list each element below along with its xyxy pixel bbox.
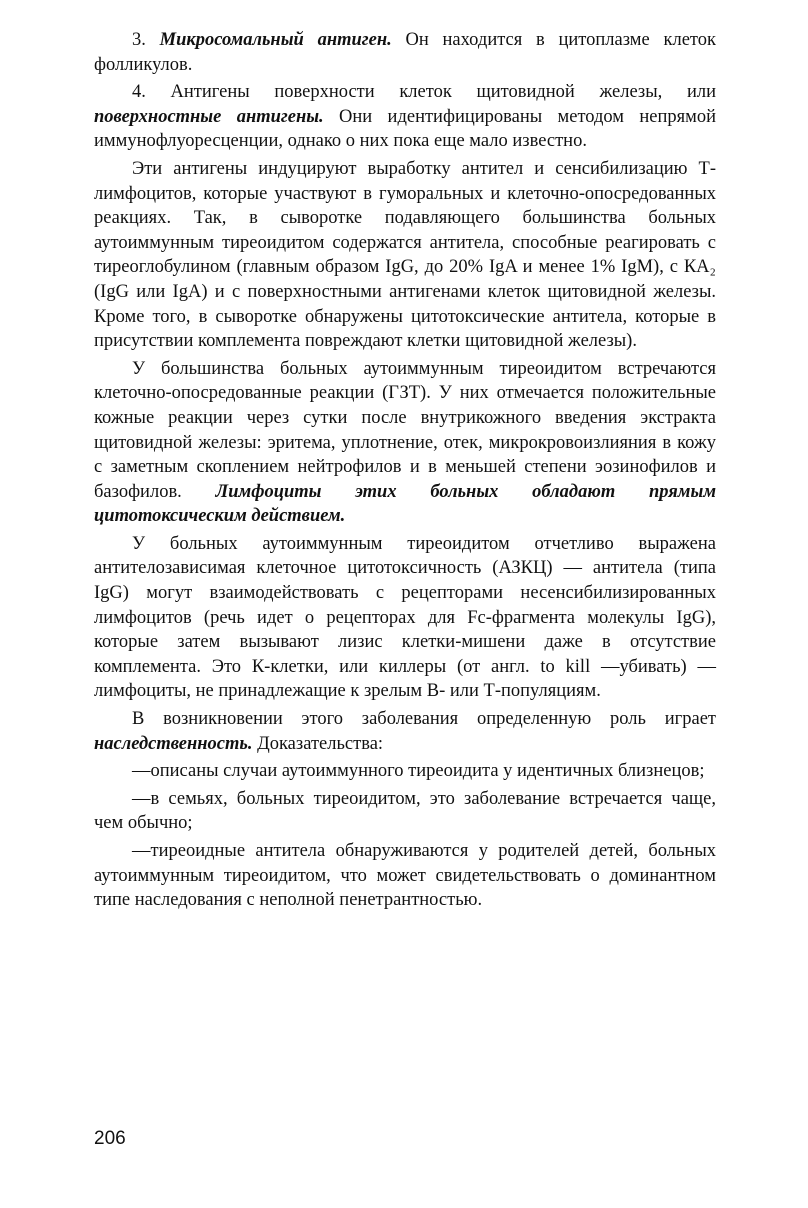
- text-run: Он находится в цитоплазме клеток фолликулов.: [94, 30, 716, 75]
- text-run: У больных аутоиммунным тиреоидитом отчетливо выражена антителозависимая клеточное цитотоксичность (АЗКЦ) — антитела (типа IgG) могут взаимодействовать с рецепторами несенсибилизированных лимфоцитов (речь идет о рецепторах для Fc-фрагмента молекулы IgG), которые затем вызывают лизис клетки-мишени даже в отсутствие комплемента. Это К-клетки, или киллеры (от англ. to kill —убивать) —лимфоциты, не принадлежащие к зрелым В- или Т-популяциям.: [94, 533, 716, 702]
- text-run: —в семьях, больных тиреоидитом, это заболевание встречается чаще, чем обычно;: [94, 788, 716, 834]
- paragraph-antibody-induction: [94, 157, 716, 354]
- term-cytotoxic-lymphocytes: Лимфоциты этих больных обладают прямым цитотоксическим действием.: [94, 481, 716, 527]
- text-run: —тиреоидные антитела обнаруживаются у родителей детей, больных аутоиммунным тиреоидитом, что может свидетельствовать о доминантном типе наследования с неполной пенетрантностью.: [94, 841, 716, 911]
- book-page: [94, 28, 716, 916]
- paragraph-cell-mediated-reactions: [94, 357, 716, 529]
- text-run: Они идентифицированы методом непрямой иммунофлуоресценции, однако о них пока еще мало известно.: [94, 106, 716, 152]
- evidence-list-item: [94, 839, 716, 913]
- text-run: 3.: [132, 30, 160, 50]
- page-number: 206: [94, 1128, 126, 1149]
- text-run: 4. Антигены поверхности клеток щитовидной железы, или: [132, 82, 716, 103]
- evidence-list-item: [94, 759, 716, 784]
- text-run: В возникновении этого заболевания определенную роль играет: [132, 709, 716, 730]
- paragraph-heredity: [94, 707, 716, 756]
- evidence-list-item: [94, 787, 716, 836]
- paragraph-surface-antigens: [94, 80, 716, 154]
- text-run: У большинства больных аутоиммунным тиреоидитом встречаются клеточно-опосредованные реакции (ГЗТ). У них отмечается положительные кожные реакции через сутки после внутрикожного введения экстракта щитовидной железы: эритема, уплотнение, отек, микрокровоизлияния в кожу с заметным скоплением нейтрофилов и в меньшей степени эозинофилов и базофилов.: [94, 358, 716, 502]
- term-heredity: наследственность.: [94, 733, 253, 754]
- text-run: Эти антигены индуцируют выработку антител и сенсибилизацию Т-лимфоцитов, которые участвуют в гуморальных и клеточно-опосредованных реакциях. Так, в сыворотке подавляющего большинства больных аутоиммунным тиреоидитом содержатся антитела, способные реагировать с тиреоглобулином (главным образом IgG, до 20% IgA и менее 1% IgM), с КА₂ (IgG или IgA) и с поверхностными антигенами клеток щитовидной железы. Кроме того, в сыворотке обнаружены цитотоксические антитела, которые в присутствии комплемента повреждают клетки щитовидной железы).: [94, 158, 716, 352]
- paragraph-microsomal-antigen: [94, 28, 716, 77]
- term-surface-antigens: поверхностные антигены.: [94, 106, 324, 127]
- text-run: —описаны случаи аутоиммунного тиреоидита у идентичных близнецов;: [132, 761, 705, 782]
- paragraph-adcc: [94, 532, 716, 704]
- term-microsomal-antigen: Микросомальный антиген.: [159, 30, 392, 50]
- text-run: Доказательства:: [252, 733, 384, 754]
